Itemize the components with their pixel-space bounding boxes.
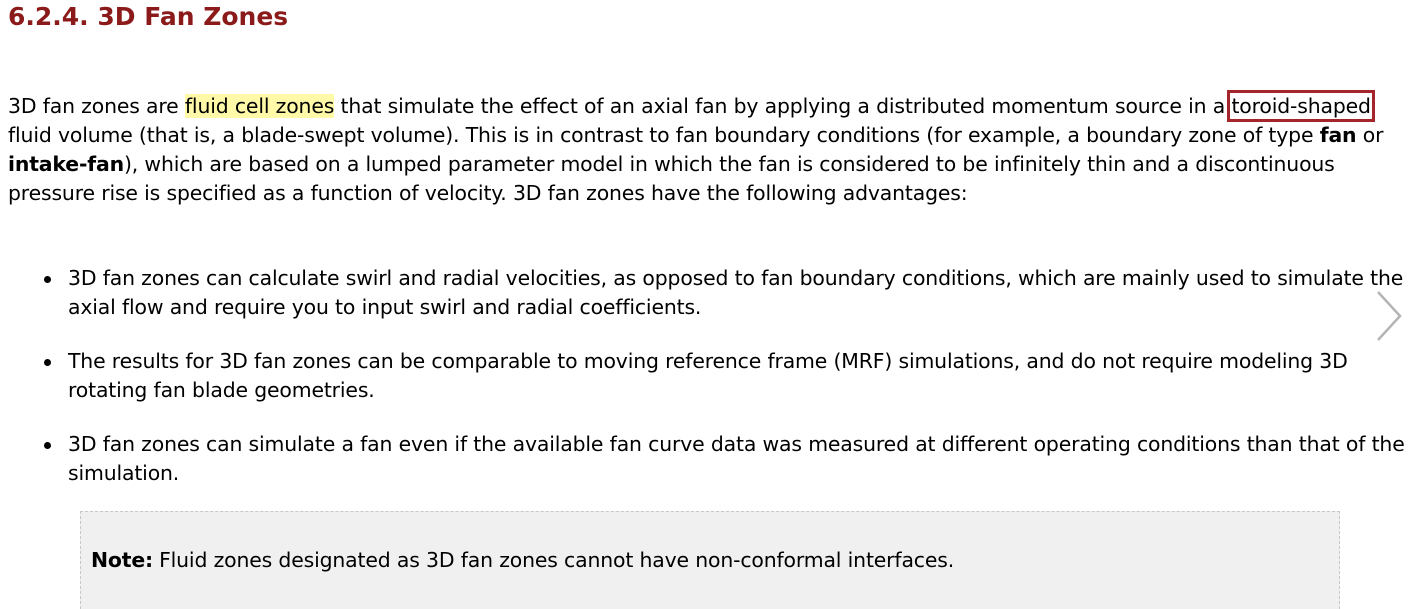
note-box: [80, 511, 1340, 609]
list-item: [0, 430, 1410, 488]
list-item: [0, 347, 1410, 405]
intro-paragraph: [8, 92, 1403, 208]
intro-text: that simulate the effect of an axial fan by applying a distributed momentum source in a: [334, 94, 1232, 118]
bold-term-intake-fan: intake-fan: [8, 152, 124, 176]
boxed-term-toroid-shaped: toroid-shaped: [1231, 94, 1371, 118]
bullet-dot-icon: [44, 359, 51, 366]
highlighted-term-fluid-cell-zones: fluid cell zones: [184, 94, 335, 118]
list-item: [0, 264, 1410, 322]
bullet-dot-icon: [44, 276, 51, 283]
next-page-button[interactable]: [1370, 288, 1406, 344]
section-title: 6.2.4. 3D Fan Zones: [8, 2, 289, 31]
advantages-list: [0, 264, 1410, 513]
bullet-dot-icon: [44, 442, 51, 449]
note-content: [91, 546, 954, 575]
list-item-text: The results for 3D fan zones can be comparable to moving reference frame (MRF) simulations, and do not require modeling 3D rotating fan blade geometries.: [68, 349, 1348, 402]
note-label: Note:: [91, 548, 154, 572]
note-text: Fluid zones designated as 3D fan zones cannot have non-conformal interfaces.: [159, 548, 955, 572]
intro-text: 3D fan zones are: [8, 94, 185, 118]
list-item-text: 3D fan zones can simulate a fan even if the available fan curve data was measured at different operating conditions than that of the simulation.: [68, 432, 1405, 485]
bold-term-fan: fan: [1319, 123, 1357, 147]
intro-text: fluid volume (that is, a blade-swept volume). This is in contrast to fan boundary conditions (for example, a boundary zone of type: [8, 123, 1320, 147]
chevron-right-icon: [1370, 288, 1406, 344]
intro-text: ), which are based on a lumped parameter model in which the fan is considered to be infinitely thin and a discontinuous pressure rise is specified as a function of velocity. 3D fan zones have the following advantages:: [8, 152, 1335, 205]
intro-text: or: [1356, 123, 1384, 147]
list-item-text: 3D fan zones can calculate swirl and radial velocities, as opposed to fan boundary conditions, which are mainly used to simulate the axial flow and require you to input swirl and radial coefficients.: [68, 266, 1404, 319]
